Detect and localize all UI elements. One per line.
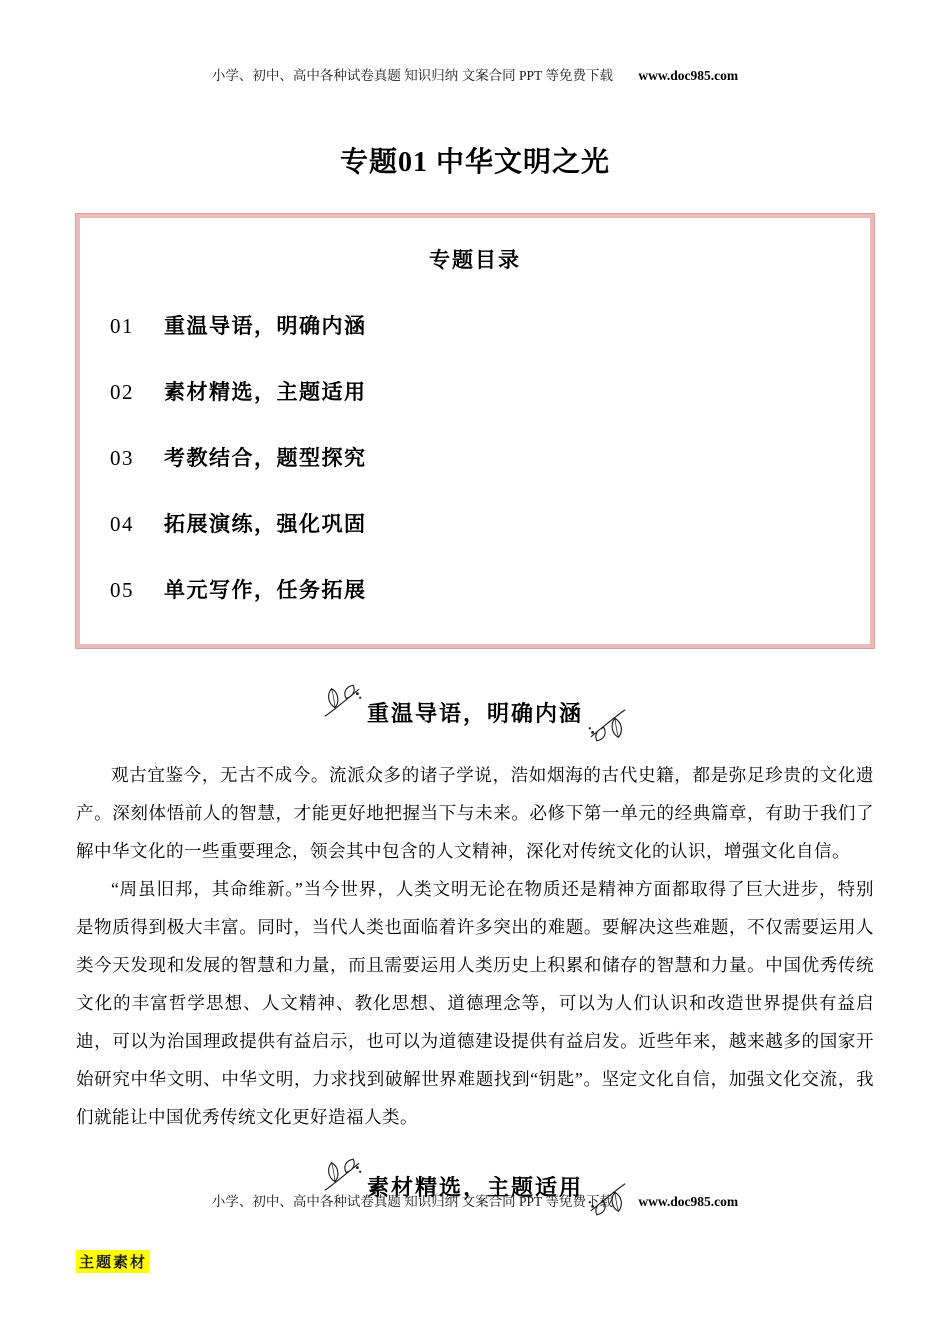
toc-item-label: 考教结合，题型探究 (164, 447, 367, 470)
toc-item-number: 04 (110, 512, 134, 536)
toc-item-label: 素材精选，主题适用 (164, 381, 367, 404)
page-header (0, 64, 950, 84)
header-promo-text: 小学、初中、高中各种试卷真题 知识归纳 文案合同 PPT 等免费下载 (211, 68, 613, 83)
toc-item-number: 02 (110, 380, 134, 404)
leaf-ornament-icon (587, 706, 629, 742)
toc-item-label: 重温导语，明确内涵 (164, 315, 367, 338)
toc-item-number: 03 (110, 446, 134, 470)
section-heading-1 (76, 694, 874, 730)
toc-item-01 (98, 310, 852, 340)
leaf-ornament-icon (321, 1158, 363, 1194)
toc-item-label: 拓展演练，强化巩固 (164, 513, 367, 536)
section-heading-text: 重温导语，明确内涵 (366, 700, 583, 726)
toc-item-05 (98, 574, 852, 604)
toc-item-number: 01 (110, 314, 134, 338)
topic-material-tag: 主题素材 (76, 1250, 150, 1273)
body-paragraph-2: “周虽旧邦，其命维新。”当今世界，人类文明无论在物质还是精神方面都取得了巨大进步，特别是物质得到极大丰富。同时，当代人类也面临着许多突出的难题。要解决这些难题，不仅需要运用人类今天发现和发展的智慧和力量，而且需要运用人类历史上积累和储存的智慧和力量。中国优秀传统文化的丰富哲学思想、人文精神、教化思想、道德理念等，可以为人们认识和改造世界提供有益启迪，可以为治国理政提供有益启示，也可以为道德建设提供有益启发。近些年来，越来越多的国家开始研究中华文明、中华文明，力求找到破解世界难题找到“钥匙”。坚定文化自信，加强文化交流，我们就能让中国优秀传统文化更好造福人类。 (76, 879, 874, 1127)
page-footer (0, 1190, 950, 1210)
toc-item-04 (98, 508, 852, 538)
toc-box (76, 214, 874, 648)
page-title: 专题01 中华文明之光 (339, 147, 610, 178)
toc-item-label: 单元写作，任务拓展 (164, 579, 367, 602)
body-paragraph-1: 观古宜鉴今，无古不成今。流派众多的诸子学说，浩如烟海的古代史籍，都是弥足珍贵的文化遗产。深刻体悟前人的智慧，才能更好地把握当下与未来。必修下第一单元的经典篇章，有助于我们了解中华文化的一些重要理念，领会其中包含的人文精神，深化对传统文化的认识，增强文化自信。 (76, 765, 874, 861)
footer-site-url-link[interactable]: www.doc985.com (638, 1194, 739, 1209)
section-heading-text: 素材精选，主题适用 (366, 1174, 583, 1200)
footer-promo-text: 小学、初中、高中各种试卷真题 知识归纳 文案合同 PPT 等免费下载 (211, 1194, 613, 1209)
header-site-url-link[interactable]: www.doc985.com (638, 68, 739, 83)
toc-item-number: 05 (110, 578, 134, 602)
leaf-ornament-icon (321, 684, 363, 720)
toc-item-02 (98, 376, 852, 406)
toc-title: 专题目录 (429, 249, 521, 272)
toc-item-03 (98, 442, 852, 472)
